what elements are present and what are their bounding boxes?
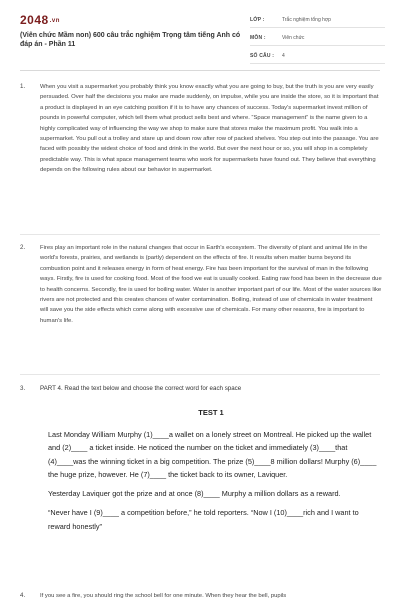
question-4 (20, 591, 382, 600)
question-divider (20, 374, 380, 375)
question-number: 1. (20, 83, 26, 90)
meta-row-class (250, 13, 385, 28)
passage-paragraph: Yesterday Laviquer got the prize and at once (8)____ Murphy a million dollars as a reward. (48, 489, 341, 499)
header-divider (20, 70, 380, 71)
meta-value: Viên chức (282, 35, 305, 41)
question-number: 2. (20, 244, 26, 251)
meta-row-subject (250, 31, 385, 46)
test-title: TEST 1 (198, 408, 224, 417)
question-3 (20, 384, 382, 584)
meta-value: 4 (282, 53, 285, 59)
site-logo[interactable] (20, 13, 60, 28)
question-1 (20, 82, 382, 222)
document-title: (Viên chức Mầm non) 600 câu trắc nghiệm Trọng tâm tiếng Anh có đáp án - Phần 11 (20, 32, 241, 48)
question-divider (20, 234, 380, 235)
document-header (0, 0, 400, 66)
meta-key: MÔN : (250, 35, 266, 41)
passage-paragraph: Last Monday William Murphy (1)____a wallet on a lonely street on Montreal. He picked up the wallet and (2)____ a ticket inside. He noticed the number on the ticket and immediately (3)____that (4)____was the winning ticket in a big competition. The prize (5)____8 million dollars! Murphy (6)____ the huge prize, however. He (7)____ the ticket back to its owner, Laviquer. (48, 430, 377, 479)
question-number: 3. (20, 385, 26, 392)
meta-key: SỐ CÂU : (250, 53, 275, 59)
question-2 (20, 243, 382, 371)
question-text: Fires play an important role in the natural changes that occur in Earth's ecosystem. The diversity of plant and animal life in the world's forests, prairies, and wetlands is (partly) dependent on the effects of fire. It results when matter burns beyond its combustion point and it releases energy in form of heat energy. Fire has been important for the survival of man in the following ways. Firstly, fire is used for cooking food. Most of the food we eat is usually cooked. Eating raw food has been in the decrease due to health concerns. Secondly, fire is used for boiling water. Water is another important part of our life. Most of the water sources like rivers are not protected and this creates chances of water contamination. Boiling, instead of use of chemicals in water treatment will save you the side effects which come along with excessive use of chemicals. For many other reasons, fire is important to human's life. (40, 245, 382, 324)
meta-value: Trắc nghiệm tổng hợp (282, 17, 331, 23)
document-meta (250, 13, 385, 67)
reading-passage (48, 428, 378, 533)
meta-key: LỚP : (250, 17, 265, 23)
question-text: When you visit a supermarket you probably think you know exactly what you are going to buy, but the truth is you are very easily persuaded. Over half the decisions you make are made suddenly, on impulse, while you are inside the store, so it is important that a product is displayed in an eye catching position if it is to have any chances of success. Today's supermarket invest million of pounds in powerful computer, which tell them what product sells best and where. “Space management” is the name given to a highly complicated way of influencing the way we shop to make sure that stores make the maximum profit. You walk into a supermarket. You pull out a trolley and stare up and down row after row of packed shelves. You step out into the passage. You are faced with possibly the widest choice of food and drink in the world. But over the next hour or so, you will shop in a completely predictable way. This is what space management teams who work for supermarkets have found out. They believe that everything depends on the following rules about our behavior in supermarket. (40, 84, 379, 174)
logo-text: 2048 (20, 13, 49, 27)
question-text: If you see a fire, you should ring the school bell for one minute. When they hear the bell, pupils (40, 593, 287, 599)
meta-row-count (250, 49, 385, 64)
question-instruction: PART 4. Read the text below and choose the correct word for each space (40, 385, 242, 392)
question-number: 4. (20, 592, 26, 599)
passage-paragraph: “Never have I (9)____ a competition before,” he told reporters. “Now I (10)____rich and I want to reward honestly” (48, 508, 359, 531)
logo-suffix: .vn (49, 17, 60, 24)
